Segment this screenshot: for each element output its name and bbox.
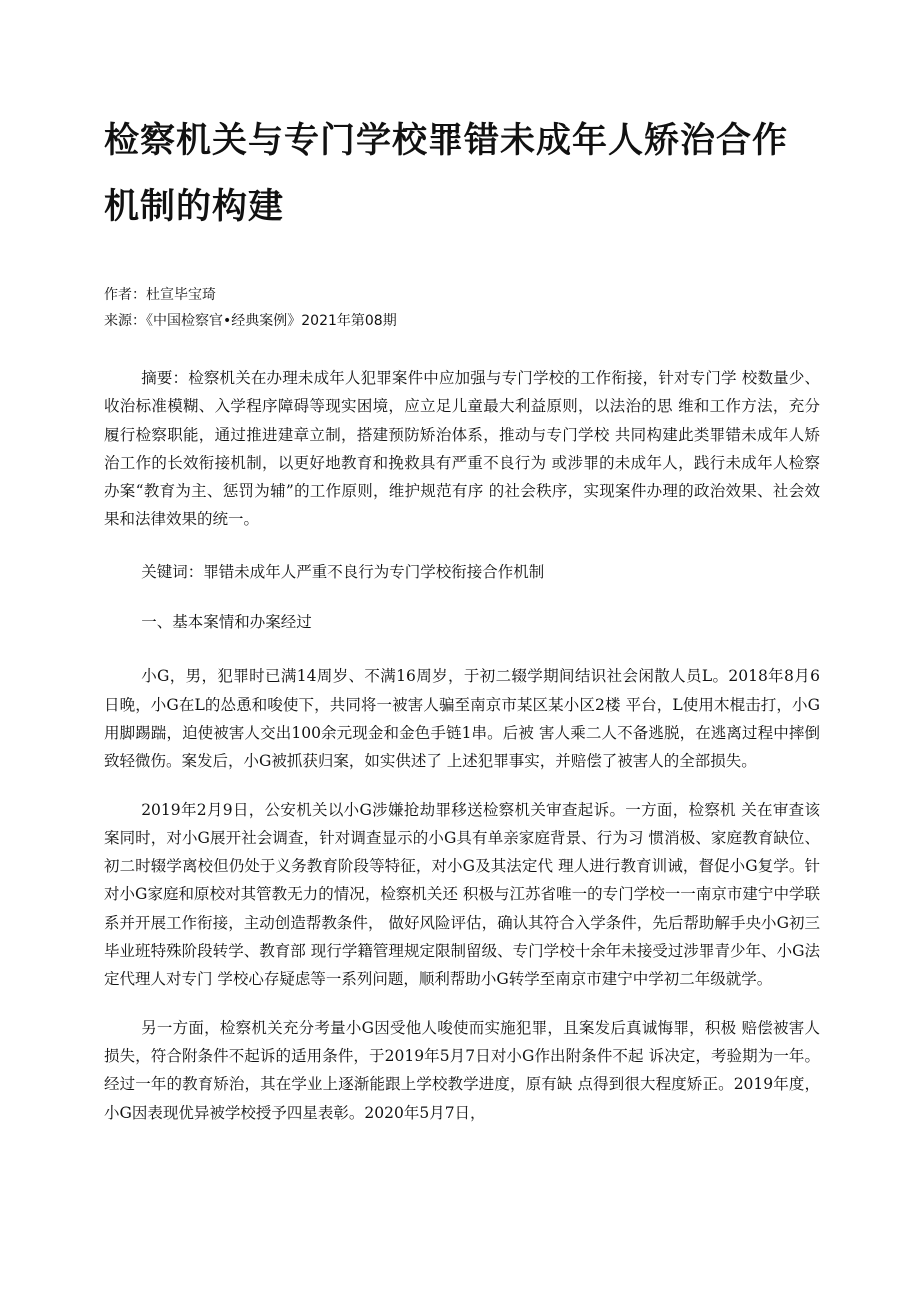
article-title: 检察机关与专门学校罪错未成年人矫治合作机制的构建 xyxy=(104,121,789,227)
case-paragraph: 2019年2月9日，公安机关以小G涉嫌抢劫罪移送检察机关审查起诉。一方面，检察机 关在审查该案同时，对小G展开社会调查，针对调查显示的小G具有单亲家庭背景、行为习 惯消极、家庭教育缺位、初二时辍学离校但仍处于义务教育阶段等特征，对小G及其法定代 理人进行教育训诫，督促小G复学。针对小G家庭和原校对其管教无力的情况，检察机关还 积极与江苏省唯一的专门学校一一南京市建宁中学联系并开展工作衔接，主动创造帮教条件， 做好风险评估，确认其符合入学条件，先后帮助解手央小G初三毕业班特殊阶段转学、教育部 现行学籍管理规定限制留级、专门学校十余年未接受过涉罪青少年、小G法定代理人对专门 学校心存疑虑等一系列问题，顺利帮助小G转学至南京市建宁中学初二年级就学。 xyxy=(104,800,820,989)
article-source: 来源：《中国检察官•经典案例》2021年第08期 xyxy=(104,313,397,329)
section-heading: 一、基本案情和办案经过 xyxy=(141,613,312,632)
article-author: 作者：杜宣毕宝琦 xyxy=(104,287,216,303)
case-paragraph: 另一方面，检察机关充分考量小G因受他人唆使而实施犯罪，且案发后真诚悔罪，积极 赔偿被害人损失，符合附条件不起诉的适用条件，于2019年5月7日对小G作出附条件不起 诉决定，考验期为一年。经过一年的教育矫治，其在学业上逐渐能跟上学校教学进度，原有缺 点得到很大程度矫正。2019年度，小G因表现优异被学校授予四星表彰。2020年5月7日， xyxy=(104,1018,820,1122)
abstract-paragraph: 摘要：检察机关在办理未成年人犯罪案件中应加强与专门学校的工作衔接，针对专门学 校数量少、收治标准模糊、入学程序障碍等现实困境，应立足儿童最大利益原则，以法治的思 维和工作方法，充分履行检察职能，通过推进建章立制，搭建预防矫治体系，推动与专门学校 共同构建此类罪错未成年人矫治工作的长效衔接机制，以更好地教育和挽救具有严重不良行为 或涉罪的未成年人，践行未成年人检察办案“教育为主、惩罚为辅”的工作原则，维护规范有序 的社会秩序，实现案件办理的政治效果、社会效果和法律效果的统一。 xyxy=(104,369,820,529)
case-paragraph: 小G，男，犯罪时已满14周岁、不满16周岁，于初二辍学期间结识社会闲散人员L。2018年8月6日晚，小G在L的怂恿和唆使下，共同将一被害人骗至南京市某区某小区2楼 平台，L使用木棍击打，小G用脚踢踹，迫使被害人交出100余元现金和金色手链1串。后被 害人乘二人不备逃脱，在逃离过程中摔倒致轻微伤。案发后，小G被抓获归案，如实供述了 上述犯罪事实，并赔偿了被害人的全部损失。 xyxy=(104,667,820,771)
keywords-line: 关键词：罪错未成年人严重不良行为专门学校衔接合作机制 xyxy=(141,562,545,581)
